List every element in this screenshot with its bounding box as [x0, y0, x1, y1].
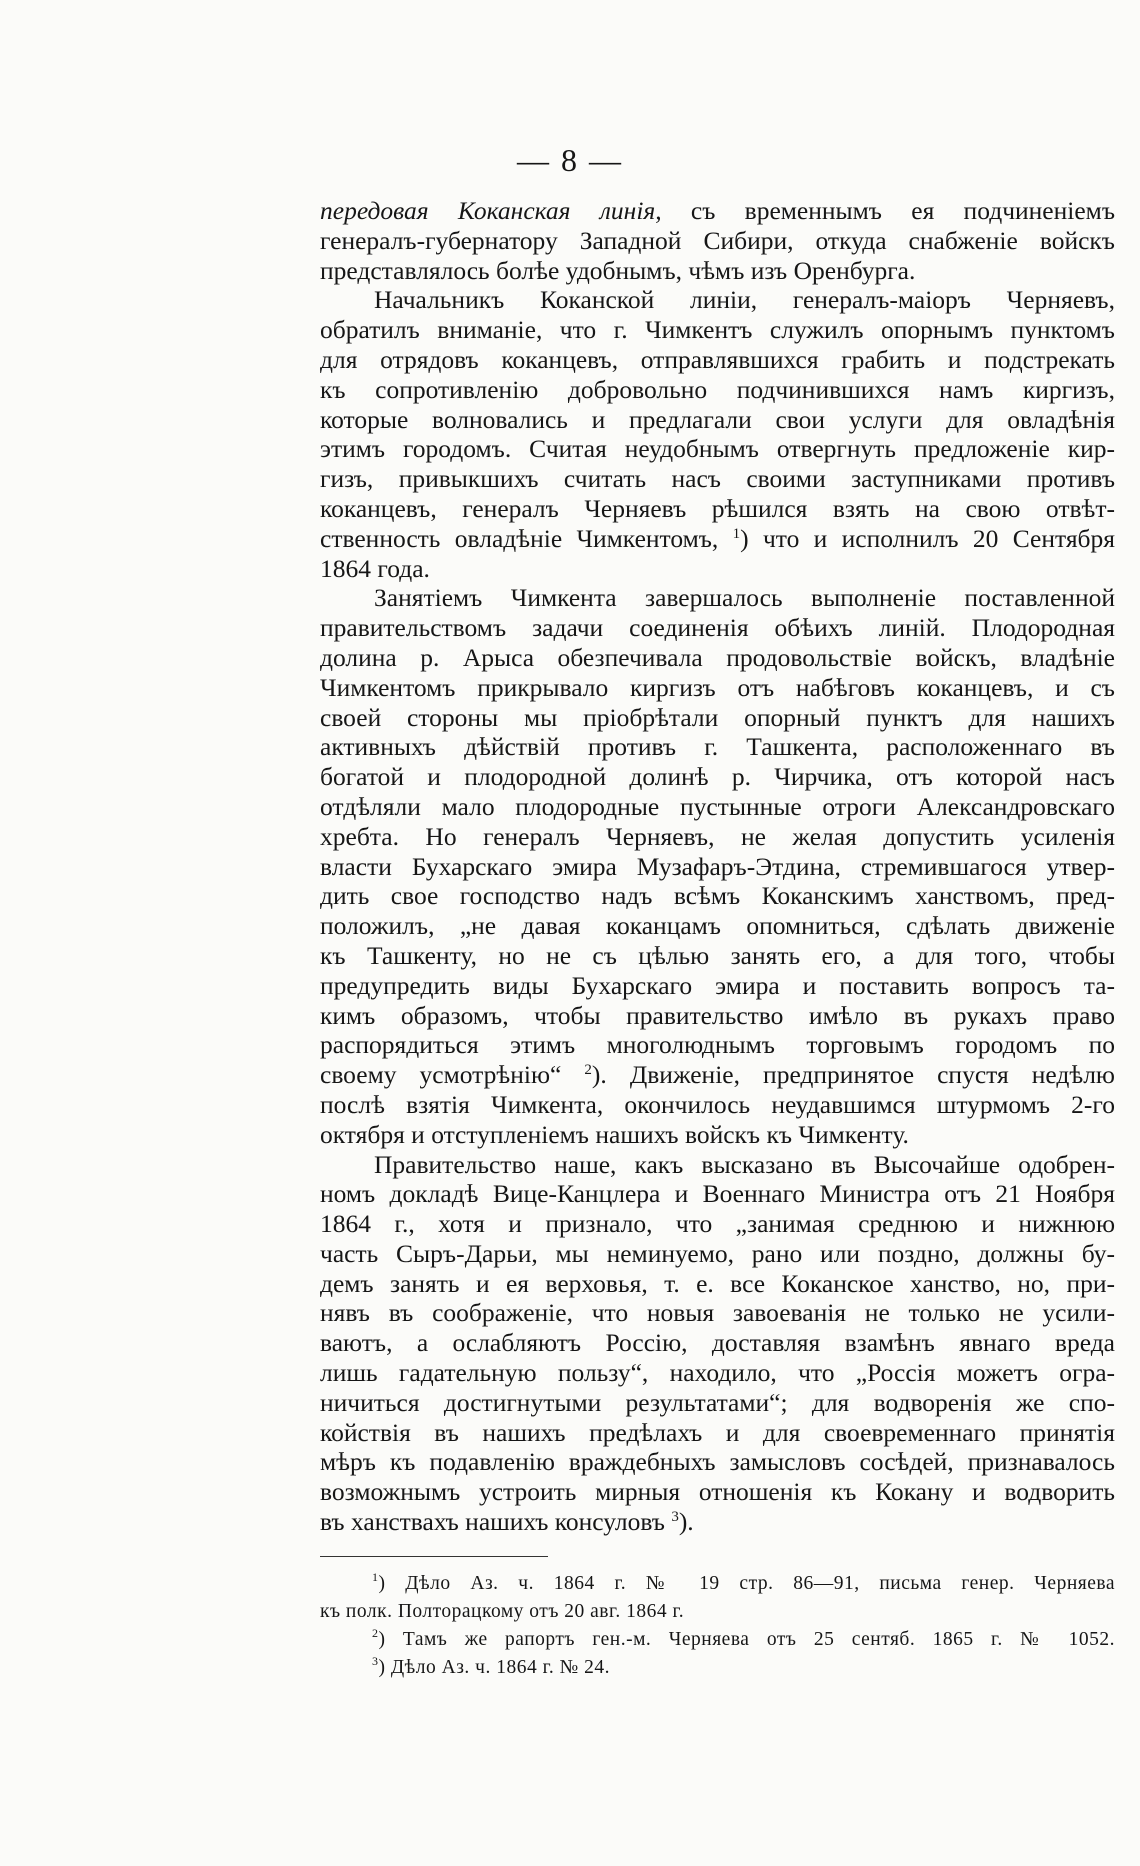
text-line: 1864 г., хотя и признало, что „занимая среднюю и нижнюю	[320, 1209, 1115, 1239]
text-line: демъ занять и ея верховья, т. е. все Коканское ханство, но, при-	[320, 1268, 1115, 1298]
paragraph-first-line: Правительство наше, какъ высказано въ Высочайше одобрен-	[374, 1149, 1115, 1179]
text-line: гизъ, привыкшихъ считать насъ своими заступниками противъ	[320, 464, 1115, 494]
text-line: 1864 года.	[320, 553, 430, 583]
footnote-divider	[320, 1556, 548, 1557]
text-line: кимъ образомъ, чтобы правительство имѣло въ рукахъ право	[320, 1000, 1115, 1030]
text-line: правительствомъ задачи соединенія обѣихъ линій. Плодородная	[320, 613, 1115, 643]
paragraph-first-line: Начальникъ Коканской линіи, генералъ-маіоръ Черняевъ,	[374, 285, 1115, 315]
text-line: часть Сыръ-Дарьи, мы неминуемо, рано или поздно, должны бу-	[320, 1238, 1115, 1268]
text-line: предупредить виды Бухарскаго эмира и поставить вопросъ та-	[320, 970, 1115, 1000]
text-line: нявъ въ соображеніе, что новыя завоеванія не только не усили-	[320, 1298, 1115, 1328]
text-line: возможнымъ устроить мирныя отношенія къ Кокану и водворить	[320, 1477, 1115, 1507]
text-line: къ сопротивленію добровольно подчинившихся намъ киргизъ,	[320, 374, 1115, 404]
text-line: власти Бухарскаго эмира Музафаръ-Этдина, стремившагося утвер-	[320, 851, 1115, 881]
footnote-mark: 2	[372, 1626, 379, 1640]
text-line: послѣ взятія Чимкента, окончилось неудавшимся штурмомъ 2-го	[320, 1089, 1115, 1119]
footnote-ref: 3	[671, 1509, 679, 1526]
footnote: $^3$) Дѣло Аз. ч. 1864 г. № 24.	[372, 1654, 610, 1678]
text-line: мѣръ къ подавленію враждебныхъ замысловъ сосѣдей, признавалось	[320, 1447, 1115, 1477]
text-line: долина р. Арыса обезпечивала продовольствіе войскъ, владѣніе	[320, 642, 1115, 672]
page-number: — 8 —	[517, 142, 623, 178]
text-line: лишь гадательную пользу“, находило, что „Россія можетъ огра-	[320, 1358, 1115, 1388]
text-line: ственность овладѣніе Чимкентомъ, $^1$) что и исполнилъ 20 Сентября	[320, 523, 1116, 553]
footnote: $^1$) Дѣло Аз. ч. 1864 г. № 19 стр. 86—91, письма генер. Черняева	[372, 1570, 1115, 1594]
text-line: Чимкентомъ прикрывало киргизъ отъ набѣговъ коканцевъ, и съ	[320, 672, 1115, 702]
text-line: которые волновались и предлагали свои услуги для овладѣнія	[320, 404, 1115, 434]
text-line: представлялось болѣе удобнымъ, чѣмъ изъ Оренбурга.	[320, 255, 916, 285]
text-line: обратилъ вниманіе, что г. Чимкентъ служилъ опорнымъ пунктомъ	[320, 315, 1115, 345]
text-line: октября и отступленіемъ нашихъ войскъ къ Чимкенту.	[320, 1119, 909, 1149]
footnotes	[320, 1570, 1115, 1682]
text-line: къ Ташкенту, но не съ цѣлью занять его, а для того, чтобы	[320, 940, 1115, 970]
text-line: койствія въ нашихъ предѣлахъ и для своевременнаго принятія	[320, 1417, 1115, 1447]
text-line: ваютъ, а ослабляютъ Россію, доставляя взамѣнъ явнаго вреда	[320, 1328, 1115, 1358]
text-line: хребта. Но генералъ Черняевъ, не желая допустить усиленія	[320, 821, 1115, 851]
text-line: активныхъ дѣйствій противъ г. Ташкента, расположеннаго въ	[320, 732, 1115, 762]
text-line: своему усмотрѣнію“ $^2$). Движеніе, предпринятое спустя недѣлю	[320, 1060, 1115, 1090]
text-line: коканцевъ, генералъ Черняевъ рѣшился взять на свою отвѣт-	[320, 493, 1115, 523]
footnote: $^2$) Тамъ же рапортъ ген.-м. Черняева отъ 25 сентяб. 1865 г. № 1052.	[372, 1626, 1115, 1650]
footnote-ref: 1	[732, 525, 741, 542]
text-line: богатой и плодородной долинѣ р. Чирчика, отъ которой насъ	[320, 762, 1115, 792]
footnote-continuation: къ полк. Полторацкому отъ 20 авг. 1864 г.	[320, 1601, 685, 1622]
italic-lead: передовая Коканская линія,	[320, 196, 662, 225]
text-line: дить свое господство надъ всѣмъ Коканскимъ ханствомъ, пред-	[320, 881, 1115, 911]
text-line: для отрядовъ коканцевъ, отправлявшихся грабить и подстрекать	[320, 344, 1115, 374]
footnote-mark: 3	[372, 1654, 379, 1668]
footnote-ref: 2	[584, 1062, 592, 1079]
text-line: ничиться достигнутыми результатами“; для водворенія же спо-	[320, 1387, 1115, 1417]
text-line: въ ханствахъ нашихъ консуловъ $^3$).	[320, 1507, 694, 1537]
text-line: своей стороны мы пріобрѣтали опорный пунктъ для нашихъ	[320, 702, 1115, 732]
text-line: номъ докладѣ Вице-Канцлера и Военнаго Министра отъ 21 Ноября	[320, 1179, 1115, 1209]
main-text	[320, 196, 1115, 1537]
text-line: передовая Коканская линія, съ временнымъ ея подчиненіемъ	[320, 196, 1115, 225]
text-line: этимъ городомъ. Считая неудобнымъ отвергнуть предложеніе кир-	[320, 434, 1115, 464]
text-line: положилъ, „не давая коканцамъ опомниться, сдѣлать движеніе	[320, 911, 1115, 941]
paragraph-first-line: Занятіемъ Чимкента завершалось выполненіе поставленной	[374, 583, 1115, 613]
footnote-mark: 1	[372, 1570, 379, 1584]
text-line: генералъ-губернатору Западной Сибири, откуда снабженіе войскъ	[320, 225, 1115, 255]
text-line: отдѣляли мало плодородные пустынные отроги Александровскаго	[320, 791, 1115, 821]
text-line: распорядиться этимъ многолюднымъ торговымъ городомъ по	[320, 1030, 1115, 1060]
